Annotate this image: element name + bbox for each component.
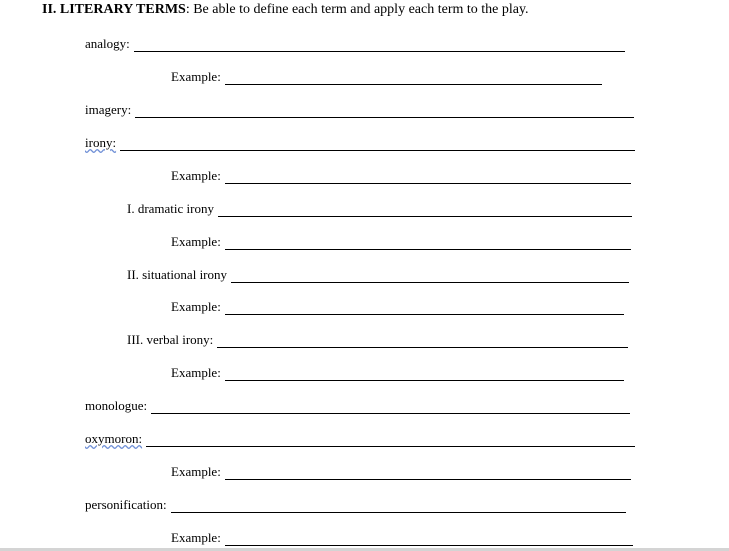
term-line-oxymoron bbox=[85, 429, 635, 447]
example-label: Example: bbox=[171, 464, 221, 479]
term-line-personification bbox=[85, 495, 626, 513]
section-heading bbox=[42, 2, 529, 18]
term-label: I. dramatic irony bbox=[127, 201, 214, 216]
answer-blank[interactable] bbox=[225, 302, 624, 315]
answer-blank[interactable] bbox=[225, 467, 631, 480]
example-label: Example: bbox=[171, 234, 221, 249]
section-instruction: : Be able to define each term and apply each term to the play. bbox=[185, 2, 529, 17]
term-line-monologue bbox=[85, 396, 630, 414]
answer-blank[interactable] bbox=[217, 335, 628, 348]
term-label: analogy: bbox=[85, 36, 130, 51]
example-line bbox=[171, 528, 633, 546]
term-label: irony: bbox=[85, 135, 117, 150]
answer-blank[interactable] bbox=[135, 105, 634, 118]
example-line bbox=[171, 166, 631, 184]
answer-blank[interactable] bbox=[231, 270, 629, 283]
term-line-situational-irony bbox=[127, 265, 629, 283]
example-label: Example: bbox=[171, 365, 221, 380]
answer-blank[interactable] bbox=[225, 171, 631, 184]
example-label: Example: bbox=[171, 299, 221, 314]
term-label: imagery: bbox=[85, 102, 132, 117]
example-label: Example: bbox=[171, 168, 221, 183]
answer-blank[interactable] bbox=[120, 138, 635, 151]
answer-blank[interactable] bbox=[225, 237, 631, 250]
answer-blank[interactable] bbox=[134, 39, 625, 52]
example-line bbox=[171, 297, 624, 315]
term-label: monologue: bbox=[85, 398, 148, 413]
term-label: II. situational irony bbox=[127, 267, 228, 282]
section-title: II. LITERARY TERMS bbox=[42, 2, 186, 17]
term-line-verbal-irony bbox=[127, 330, 628, 348]
answer-blank[interactable] bbox=[151, 401, 630, 414]
term-line-dramatic-irony bbox=[127, 199, 632, 217]
answer-blank[interactable] bbox=[146, 434, 635, 447]
term-line-imagery bbox=[85, 100, 634, 118]
example-label: Example: bbox=[171, 69, 221, 84]
answer-blank[interactable] bbox=[225, 368, 624, 381]
example-label: Example: bbox=[171, 530, 221, 545]
example-line bbox=[171, 363, 624, 381]
example-line bbox=[171, 462, 631, 480]
example-line bbox=[171, 232, 631, 250]
term-line-analogy bbox=[85, 34, 625, 52]
example-line bbox=[171, 67, 602, 85]
term-label: III. verbal irony: bbox=[127, 332, 214, 347]
answer-blank[interactable] bbox=[171, 500, 626, 513]
answer-blank[interactable] bbox=[225, 533, 633, 546]
answer-blank[interactable] bbox=[218, 204, 632, 217]
term-label: oxymoron: bbox=[85, 431, 143, 446]
term-label: personification: bbox=[85, 497, 167, 512]
answer-blank[interactable] bbox=[225, 72, 602, 85]
term-line-irony bbox=[85, 133, 635, 151]
